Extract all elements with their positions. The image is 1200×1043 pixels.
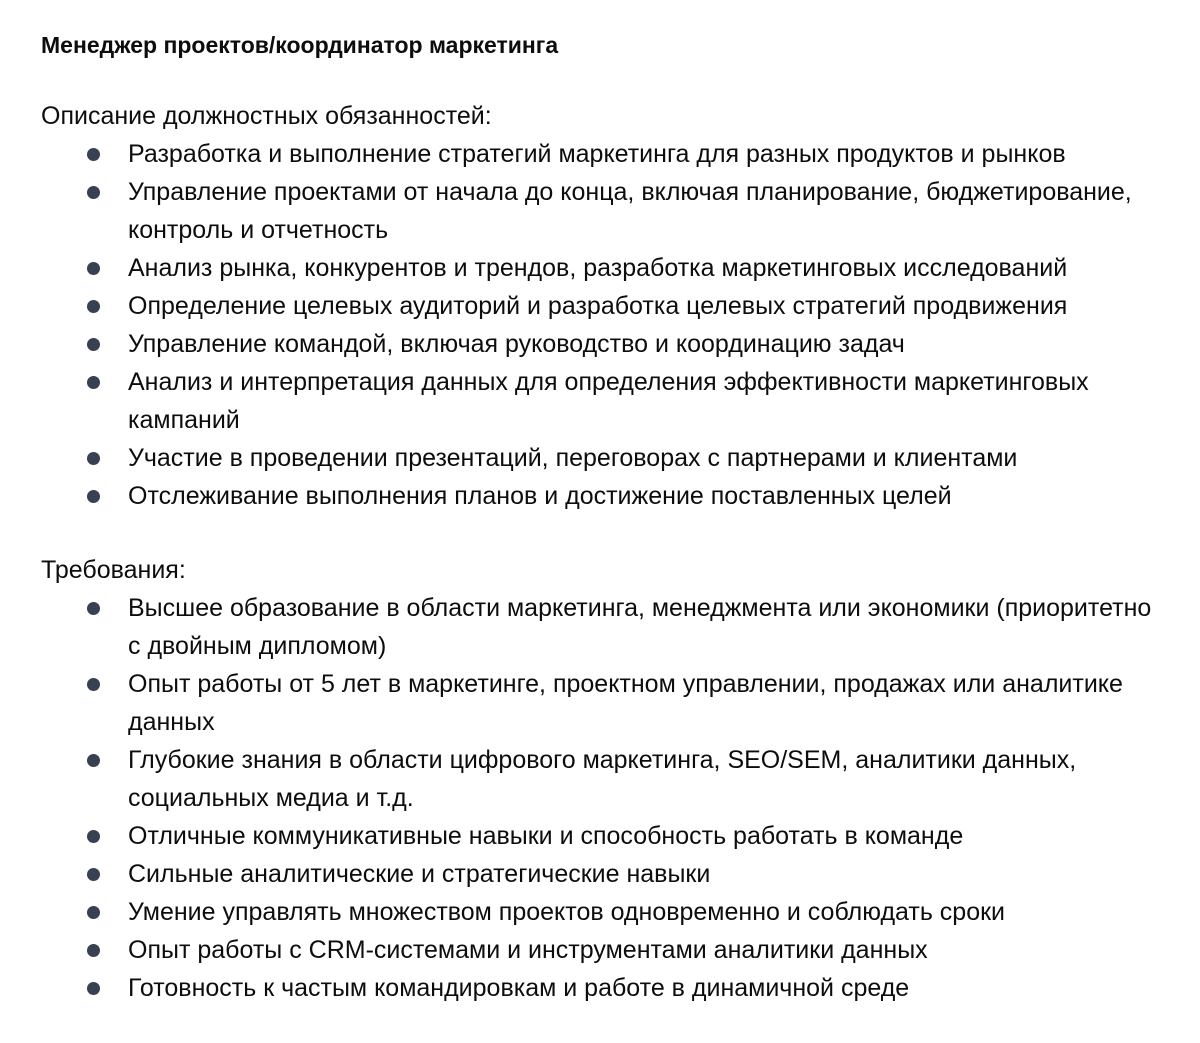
list-item-text: Анализ и интерпретация данных для определения эффективности маркетинговых кампаний bbox=[128, 368, 1089, 434]
bullet-icon bbox=[87, 906, 100, 919]
list-item bbox=[41, 173, 1158, 249]
bullet-icon bbox=[87, 982, 100, 995]
list-item-text: Отслеживание выполнения планов и достижение поставленных целей bbox=[128, 482, 952, 510]
bullet-icon bbox=[87, 338, 100, 351]
list-item bbox=[41, 477, 1158, 515]
requirements-list bbox=[41, 589, 1171, 1007]
requirements-heading: Требования: bbox=[41, 556, 186, 584]
document bbox=[41, 26, 1171, 1043]
responsibilities-list bbox=[41, 135, 1171, 515]
list-item-text: Опыт работы от 5 лет в маркетинге, проектном управлении, продажах или аналитике данных bbox=[128, 670, 1123, 736]
list-item bbox=[41, 287, 1158, 325]
bullet-icon bbox=[87, 490, 100, 503]
bullet-icon bbox=[87, 830, 100, 843]
bullet-icon bbox=[87, 754, 100, 767]
bullet-icon bbox=[87, 148, 100, 161]
list-item bbox=[41, 893, 1158, 931]
list-item bbox=[41, 135, 1158, 173]
bullet-icon bbox=[87, 602, 100, 615]
bullet-icon bbox=[87, 376, 100, 389]
bullet-icon bbox=[87, 452, 100, 465]
list-item bbox=[41, 665, 1158, 741]
bullet-icon bbox=[87, 300, 100, 313]
list-item bbox=[41, 741, 1158, 817]
list-item-text: Разработка и выполнение стратегий маркетинга для разных продуктов и рынков bbox=[128, 140, 1066, 168]
list-item bbox=[41, 817, 1158, 855]
list-item bbox=[41, 363, 1158, 439]
list-item-text: Высшее образование в области маркетинга, менеджмента или экономики (приоритетно с двойным дипломом) bbox=[128, 594, 1152, 660]
list-item-text: Готовность к частым командировкам и работе в динамичной среде bbox=[128, 974, 910, 1002]
bullet-icon bbox=[87, 944, 100, 957]
list-item-text: Управление проектами от начала до конца, включая планирование, бюджетирование, контроль и отчетность bbox=[128, 178, 1132, 244]
bullet-icon bbox=[87, 868, 100, 881]
list-item bbox=[41, 589, 1158, 665]
document-title: Менеджер проектов/координатор маркетинга bbox=[41, 32, 559, 58]
list-item-text: Управление командой, включая руководство и координацию задач bbox=[128, 330, 905, 358]
list-item bbox=[41, 931, 1158, 969]
list-item-text: Глубокие знания в области цифрового маркетинга, SEO/SEM, аналитики данных, социальных медиа и т.д. bbox=[128, 746, 1077, 812]
bullet-icon bbox=[87, 262, 100, 275]
list-item bbox=[41, 439, 1158, 477]
responsibilities-heading: Описание должностных обязанностей: bbox=[41, 102, 492, 130]
list-item bbox=[41, 249, 1158, 287]
list-item-text: Отличные коммуникативные навыки и способность работать в команде bbox=[128, 822, 964, 850]
list-item bbox=[41, 855, 1158, 893]
list-item-text: Определение целевых аудиторий и разработка целевых стратегий продвижения bbox=[128, 292, 1068, 320]
list-item bbox=[41, 969, 1158, 1007]
bullet-icon bbox=[87, 186, 100, 199]
list-item-text: Анализ рынка, конкурентов и трендов, разработка маркетинговых исследований bbox=[128, 254, 1068, 282]
list-item bbox=[41, 325, 1158, 363]
list-item-text: Опыт работы с CRM-системами и инструментами аналитики данных bbox=[128, 936, 928, 964]
list-item-text: Умение управлять множеством проектов одновременно и соблюдать сроки bbox=[128, 898, 1006, 926]
bullet-icon bbox=[87, 678, 100, 691]
list-item-text: Сильные аналитические и стратегические навыки bbox=[128, 860, 711, 888]
list-item-text: Участие в проведении презентаций, переговорах с партнерами и клиентами bbox=[128, 444, 1018, 472]
